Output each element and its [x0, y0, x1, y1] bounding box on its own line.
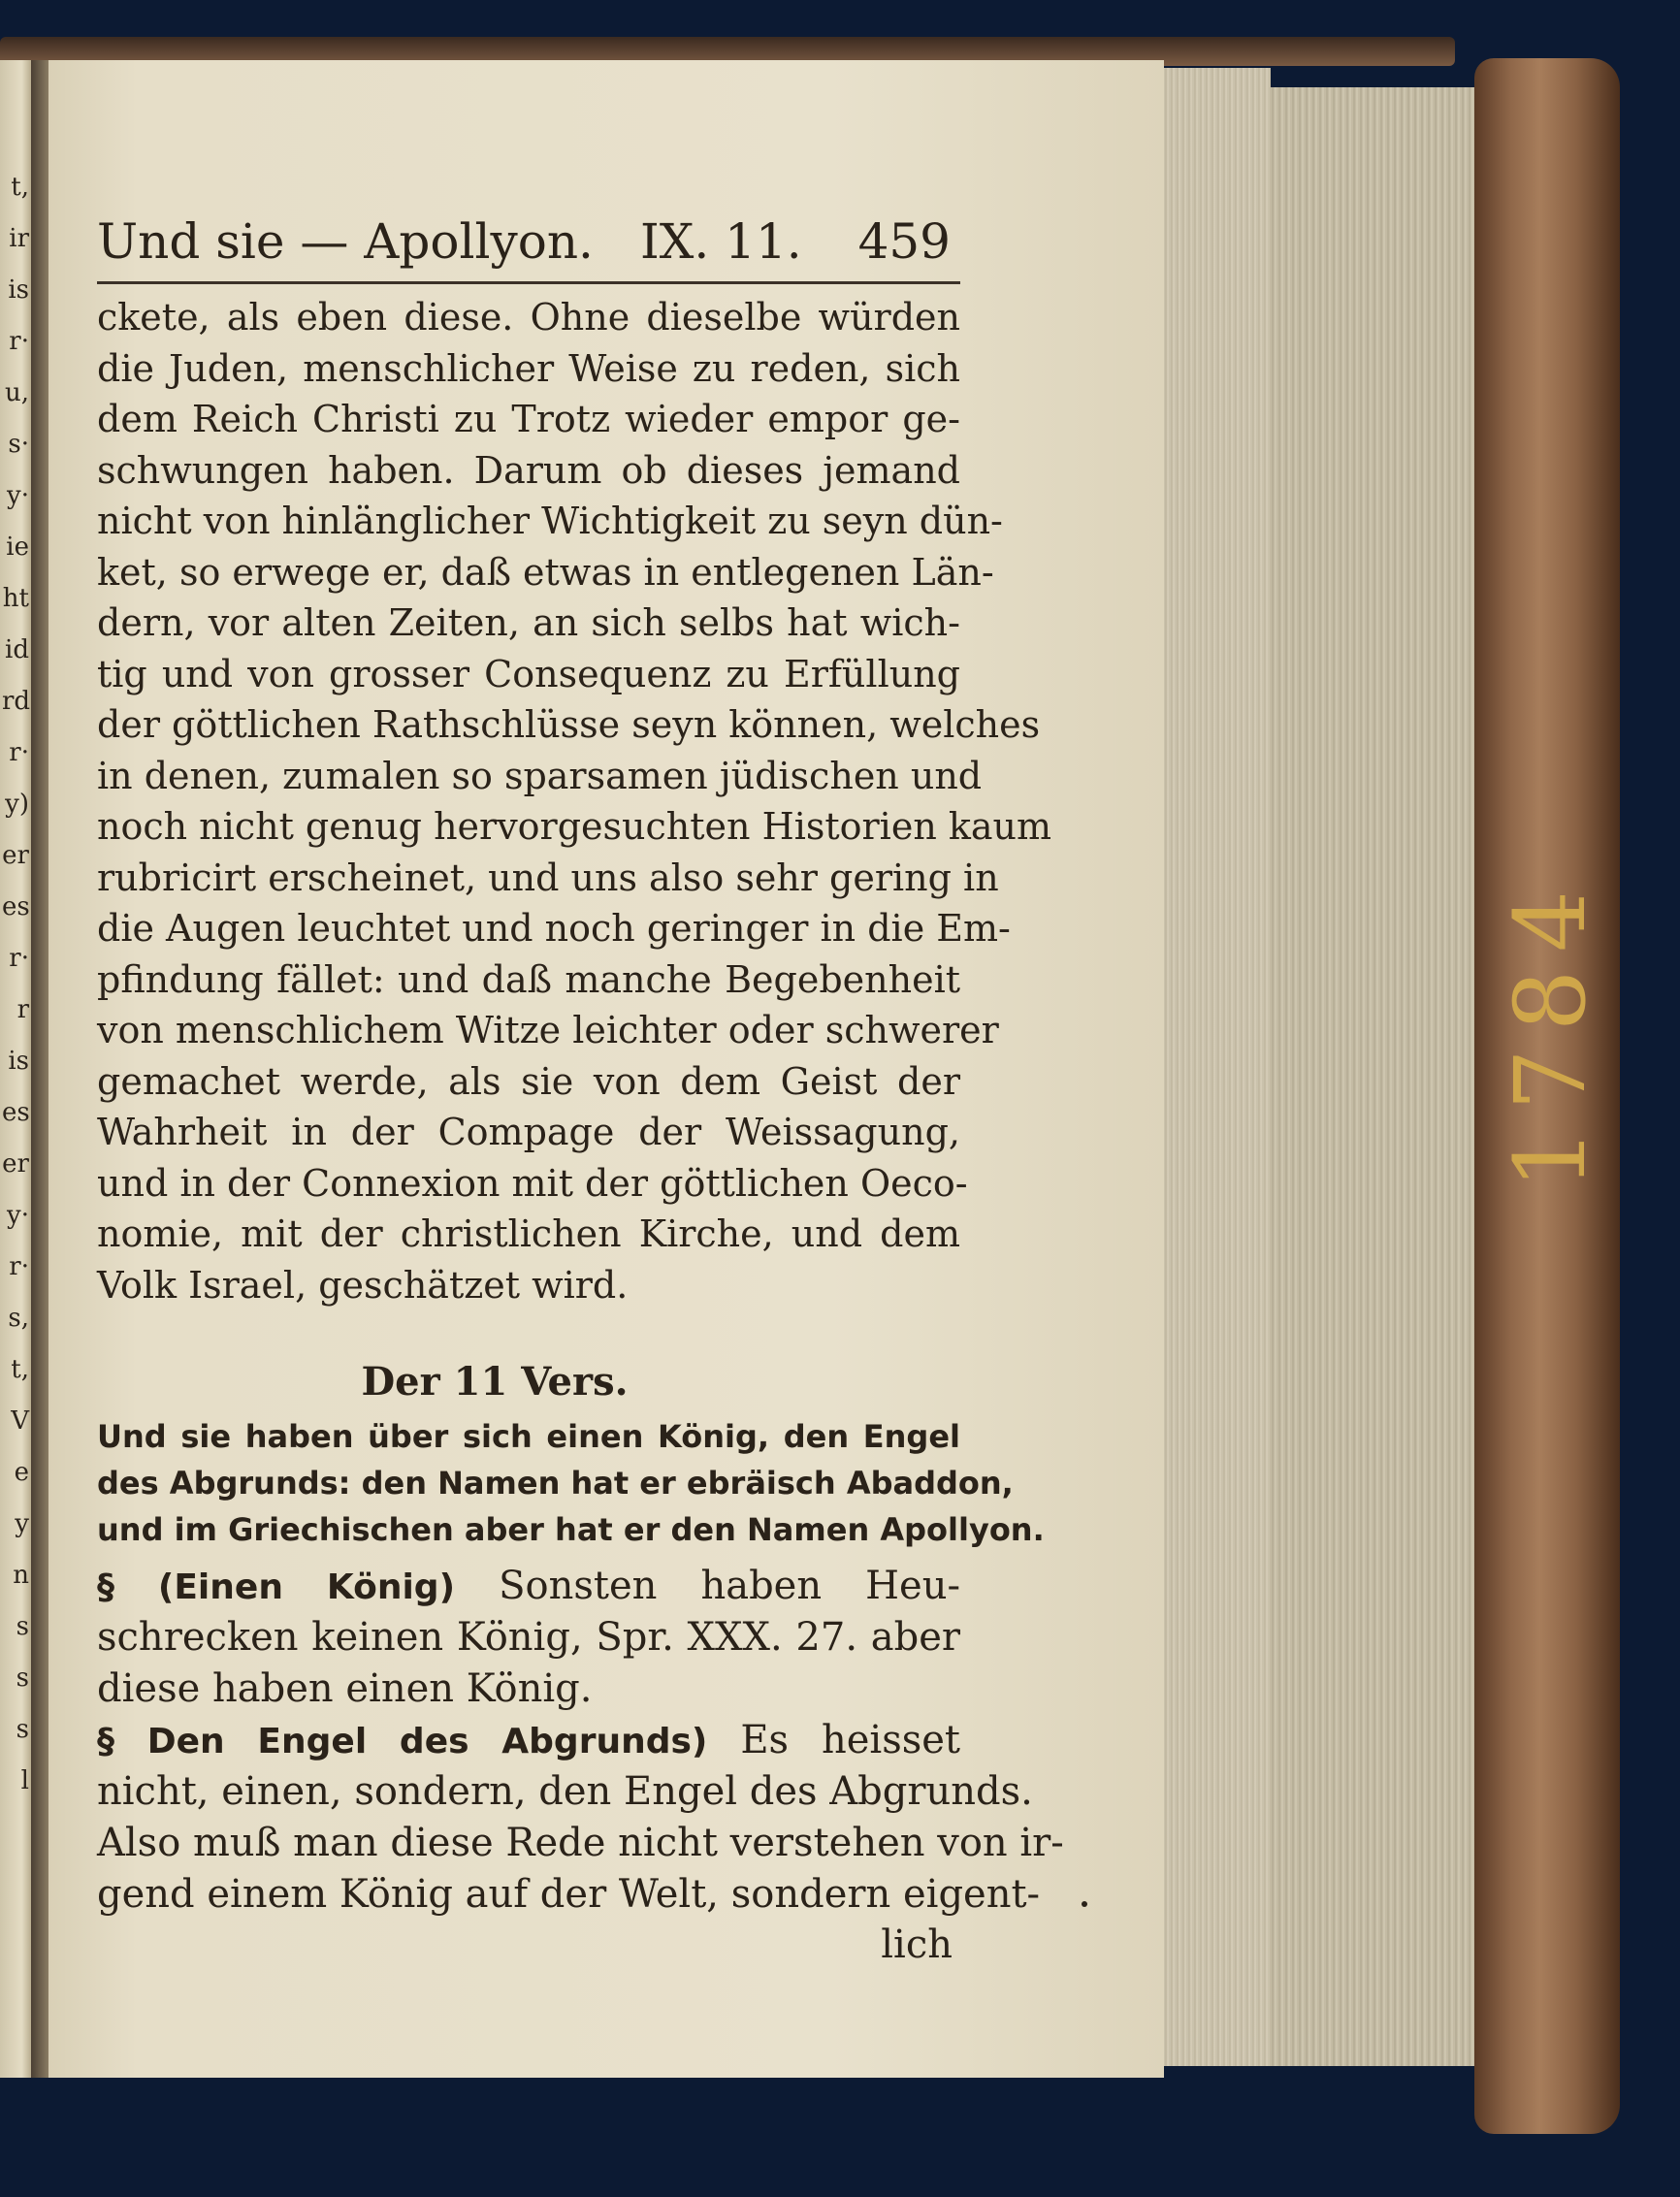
commentary-text: Also muß man diese Rede nicht verstehen von ir-	[97, 1821, 1064, 1865]
left-margin-fragment: e	[14, 1458, 29, 1487]
text-line: rubricirt erscheinet, und uns also sehr gering in	[97, 856, 999, 899]
commentary-line	[97, 1818, 1064, 1869]
text-line: nicht von hinlänglicher Wichtigkeit zu seyn dün-	[97, 500, 1003, 542]
left-margin-fragment: s	[16, 1664, 29, 1693]
left-margin-fragment: n	[13, 1561, 29, 1590]
left-margin-fragment: y·	[7, 1201, 29, 1230]
left-margin-fragment: es	[2, 1098, 30, 1127]
commentary-line	[97, 1561, 960, 1612]
left-margin-fragment: y)	[5, 790, 29, 819]
catchword: lich	[881, 1922, 953, 1967]
left-margin-fragment: y·	[7, 481, 29, 510]
verse-line: Und sie haben über sich einen König, den Engel	[97, 1418, 960, 1455]
left-margin-fragment: r·	[9, 944, 29, 973]
commentary-text: nicht, einen, sondern, den Engel des Abgrunds.	[97, 1769, 1033, 1814]
left-margin-fragment: l	[20, 1766, 29, 1795]
commentary-line	[97, 1869, 1041, 1921]
spine-label: 1784	[1494, 873, 1607, 1190]
body-paragraph	[97, 292, 1052, 1310]
text-line: von menschlichem Witze leichter oder schwerer	[97, 1009, 999, 1051]
left-margin-fragment: is	[8, 1047, 29, 1076]
header-rule	[97, 281, 960, 284]
text-line: Volk Israel, geschätzet wird.	[97, 1263, 629, 1307]
text-line: dern, vor alten Zeiten, an sich selbs hat wich-	[97, 601, 960, 644]
text-line: nomie, mit der christlichen Kirche, und dem	[97, 1212, 960, 1255]
left-margin-fragment: y	[15, 1509, 29, 1538]
commentary-text: Sonsten haben Heu-	[499, 1564, 961, 1608]
left-margin-fragment: s	[16, 1612, 29, 1641]
left-margin-fragment: u,	[4, 378, 29, 407]
text-line: gemachet werde, als sie von dem Geist der	[97, 1059, 960, 1103]
text-line: ket, so erwege er, daß etwas in entlegenen Län-	[97, 550, 994, 594]
commentary-lemma: § (Einen König)	[97, 1567, 456, 1607]
text-line: schwungen haben. Darum ob dieses jemand	[97, 448, 960, 492]
section-reference: IX. 11.	[640, 213, 802, 270]
verse-line: und im Griechischen aber hat er den Namen Apollyon.	[97, 1511, 1045, 1548]
text-line: dem Reich Christi zu Trotz wieder empor ge-	[97, 398, 960, 440]
commentary-text: diese haben einen König.	[97, 1666, 593, 1711]
page-edges-inner	[1271, 87, 1474, 2066]
text-line: die Juden, menschlicher Weise zu reden, sich	[97, 346, 960, 390]
commentary-text: Es heisset	[740, 1718, 961, 1762]
page-number: 459	[857, 213, 951, 270]
left-margin-fragment: rd	[2, 687, 31, 716]
left-margin-fragment: r·	[9, 738, 29, 767]
left-margin-fragment: is	[8, 275, 29, 305]
left-margin-fragment: s,	[8, 1304, 29, 1333]
left-margin-fragment: ir	[9, 224, 29, 253]
text-line: der göttlichen Rathschlüsse seyn können, welches	[97, 703, 1041, 746]
text-line: in denen, zumalen so sparsamen jüdischen und	[97, 754, 983, 797]
text-line: tig und von grosser Consequenz zu Erfüllung	[97, 652, 960, 695]
commentary-line	[97, 1664, 960, 1715]
text-line: ckete, als eben diese. Ohne dieselbe würden	[97, 296, 960, 339]
commentary	[97, 1561, 1064, 1921]
ink-speck	[1082, 1901, 1087, 1907]
commentary-lemma: § Den Engel des Abgrunds)	[97, 1722, 708, 1761]
commentary-line	[97, 1766, 1033, 1818]
left-margin-fragment: id	[5, 635, 29, 664]
left-margin-fragment: t,	[11, 1355, 29, 1384]
running-header	[97, 213, 960, 281]
verse-heading: Der 11 Vers.	[361, 1359, 629, 1405]
left-margin-fragment: V	[11, 1406, 29, 1436]
commentary-line	[97, 1612, 960, 1664]
left-margin-fragment: er	[2, 841, 29, 870]
commentary-line	[97, 1715, 960, 1766]
verse-line: des Abgrunds: den Namen hat er ebräisch Abaddon,	[97, 1465, 1014, 1502]
text-line: Wahrheit in der Compage der Weissagung,	[97, 1111, 960, 1153]
page-edges	[1164, 68, 1271, 2066]
left-margin-fragment: ie	[6, 533, 29, 562]
commentary-text: schrecken keinen König, Spr. XXX. 27. aber	[97, 1615, 960, 1660]
text-line: noch nicht genug hervorgesuchten Historien kaum	[97, 805, 1052, 848]
left-margin-fragment: er	[2, 1149, 29, 1179]
running-title: Und sie — Apollyon.	[97, 213, 594, 270]
left-margin-fragment: r	[16, 995, 29, 1024]
text-line: die Augen leuchtet und noch geringer in die Em-	[97, 907, 1011, 950]
text-line: pfindung fället: und daß manche Begebenheit	[97, 957, 960, 1001]
text-block	[97, 213, 1064, 1969]
left-margin-fragment: s·	[8, 430, 29, 459]
left-margin-fragment: r·	[9, 327, 29, 356]
verse-text	[97, 1413, 1045, 1553]
commentary-text: gend einem König auf der Welt, sondern eigent-	[97, 1872, 1041, 1917]
text-line: und in der Connexion mit der göttlichen Oeco-	[97, 1161, 968, 1205]
left-margin-fragment: ht	[2, 584, 29, 613]
left-page-edge	[0, 60, 31, 2078]
book-gutter	[31, 60, 48, 2078]
left-margin-fragment: r·	[9, 1252, 29, 1281]
left-margin-fragment: s	[16, 1715, 29, 1744]
left-margin-fragment: t,	[11, 173, 29, 202]
left-margin-fragment: es	[2, 892, 30, 921]
